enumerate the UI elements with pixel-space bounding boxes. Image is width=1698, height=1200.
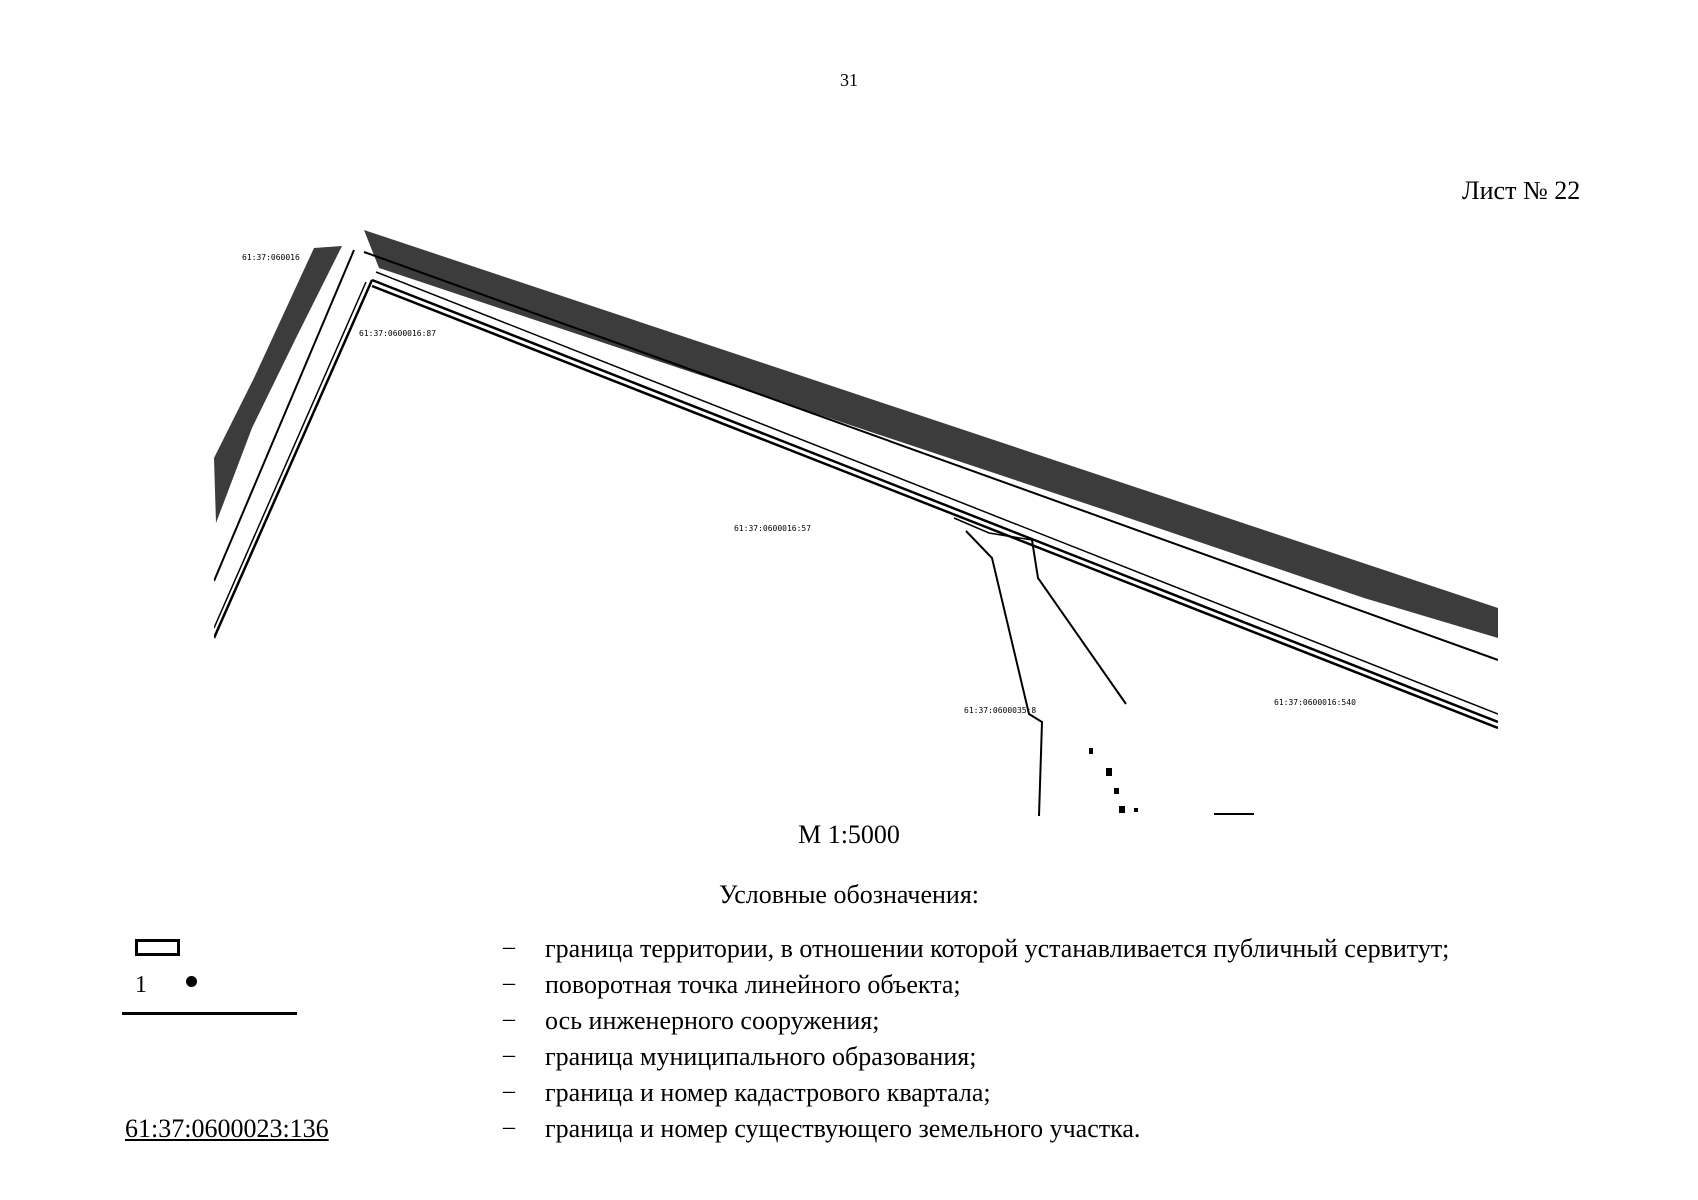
legend-dash: – — [503, 1006, 515, 1032]
page-number: 31 — [840, 70, 858, 90]
map-label-cadastral-top: 61:37:060016 — [242, 253, 300, 262]
legend-item-text: ось инженерного сооружения; — [545, 1006, 880, 1035]
legend-item — [0, 1078, 1698, 1114]
map-scale: М 1:5000 — [798, 820, 900, 849]
legend-item-text: граница территории, в отношении которой устанавливается публичный сервитут; — [545, 934, 1450, 963]
legend-title: Условные обозначения: — [718, 880, 980, 909]
legend-item-text: граница муниципального образования; — [545, 1042, 977, 1071]
legend-item — [0, 970, 1698, 1006]
servitude-boundary-b — [372, 286, 1498, 728]
turning-point-number: 1 — [135, 972, 147, 998]
legend-item — [0, 1042, 1698, 1078]
left-road-outer — [214, 250, 354, 581]
legend-item — [0, 1006, 1698, 1042]
cadastral-map — [214, 228, 1498, 816]
legend-item — [0, 1114, 1698, 1150]
map-label-plot-35-8: 61:37:0600035:8 — [964, 706, 1037, 715]
road-edge-inner — [376, 272, 1498, 714]
legend-item-text: граница и номер кадастрового квартала; — [545, 1078, 991, 1107]
map-label-plot-57: 61:37:0600016:57 — [734, 524, 812, 533]
legend-dash: – — [503, 934, 515, 960]
legend-dash: – — [503, 1078, 515, 1104]
legend-dash: – — [503, 1114, 515, 1140]
legend-item-text: граница и номер существующего земельного участка. — [545, 1114, 1141, 1143]
map-canvas — [214, 228, 1498, 816]
legend-item — [0, 934, 1698, 970]
legend-dash: – — [503, 970, 515, 996]
map-label-plot-87: 61:37:0600016:87 — [359, 329, 437, 338]
legend-item-text: поворотная точка линейного объекта; — [545, 970, 961, 999]
sheet-label: Лист № 22 — [1462, 176, 1581, 205]
tree-belt-main — [364, 230, 1498, 638]
branch-road-left — [966, 531, 1042, 816]
map-label-plot-540: 61:37:0600016:540 — [1274, 698, 1356, 707]
cadastral-number-example: 61:37:0600023:136 — [125, 1114, 329, 1143]
scatter-marks — [1089, 748, 1254, 815]
legend-dash: – — [503, 1042, 515, 1068]
servitude-boundary-a — [372, 280, 1498, 722]
road-edge-outer — [364, 252, 1498, 660]
